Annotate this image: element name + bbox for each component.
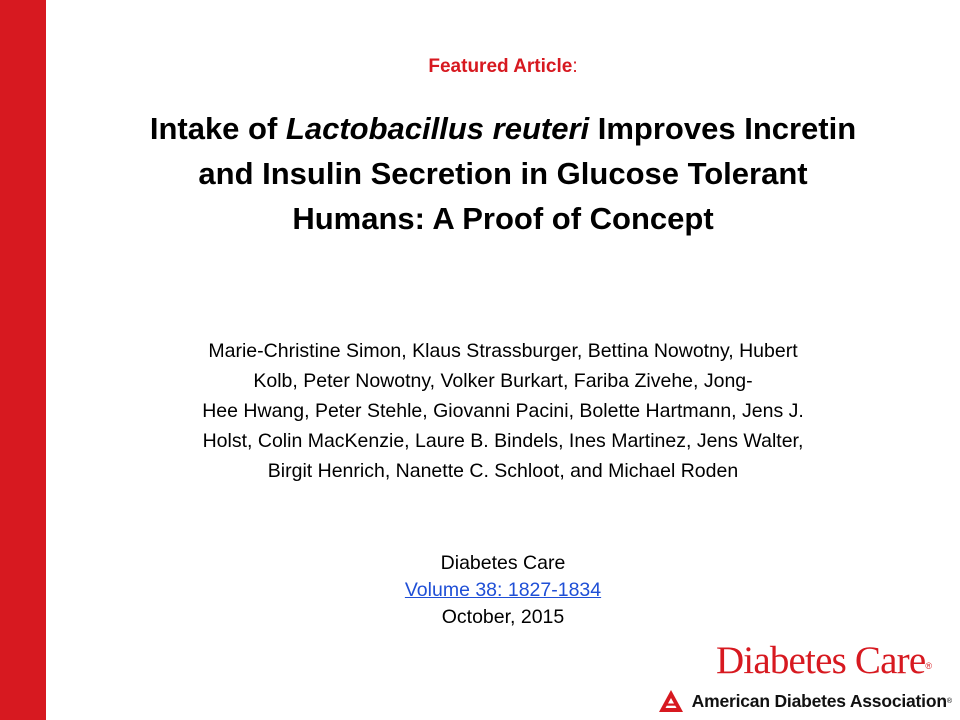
title-line-2: and Insulin Secretion in Glucose Tolerant [198,156,808,191]
featured-article-label [46,56,960,78]
publication-date: October, 2015 [441,606,565,628]
title-species-name: Lactobacillus reuteri [285,111,590,146]
author-list [80,336,926,486]
author-line: Marie-Christine Simon, Klaus Strassburger, Bettina Nowotny, Hubert [208,340,798,362]
ada-wordmark: American Diabetes Association [691,690,947,711]
volume-link[interactable]: Volume 38: 1827-1834 [404,579,602,601]
author-line: Hee Hwang, Peter Stehle, Giovanni Pacini, Bolette Hartmann, Jens J. [202,400,804,422]
article-title [60,106,946,241]
ada-logo [658,688,952,714]
title-line-1-end: Improves Incretin [589,111,857,146]
author-line: Holst, Colin MacKenzie, Laure B. Bindels, Ines Martinez, Jens Walter, [202,430,804,452]
diabetes-care-logo [716,638,932,683]
ada-registered-mark: ® [946,697,952,705]
left-accent-bar [0,0,46,720]
featured-label-text: Featured Article [428,56,573,77]
registered-mark: ® [925,661,932,671]
journal-info [46,550,960,631]
title-line-1 [60,106,946,151]
title-line-3: Humans: A Proof of Concept [292,201,714,236]
ada-triangle-icon [658,689,684,713]
diabetes-care-wordmark: Diabetes Care [715,639,926,682]
featured-label-colon: : [572,56,578,77]
author-line: Birgit Henrich, Nanette C. Schloot, and Michael Roden [267,460,739,482]
journal-name: Diabetes Care [440,552,566,574]
author-line: Kolb, Peter Nowotny, Volker Burkart, Fariba Zivehe, Jong- [253,370,753,392]
title-line-1-start: Intake of [149,111,286,146]
